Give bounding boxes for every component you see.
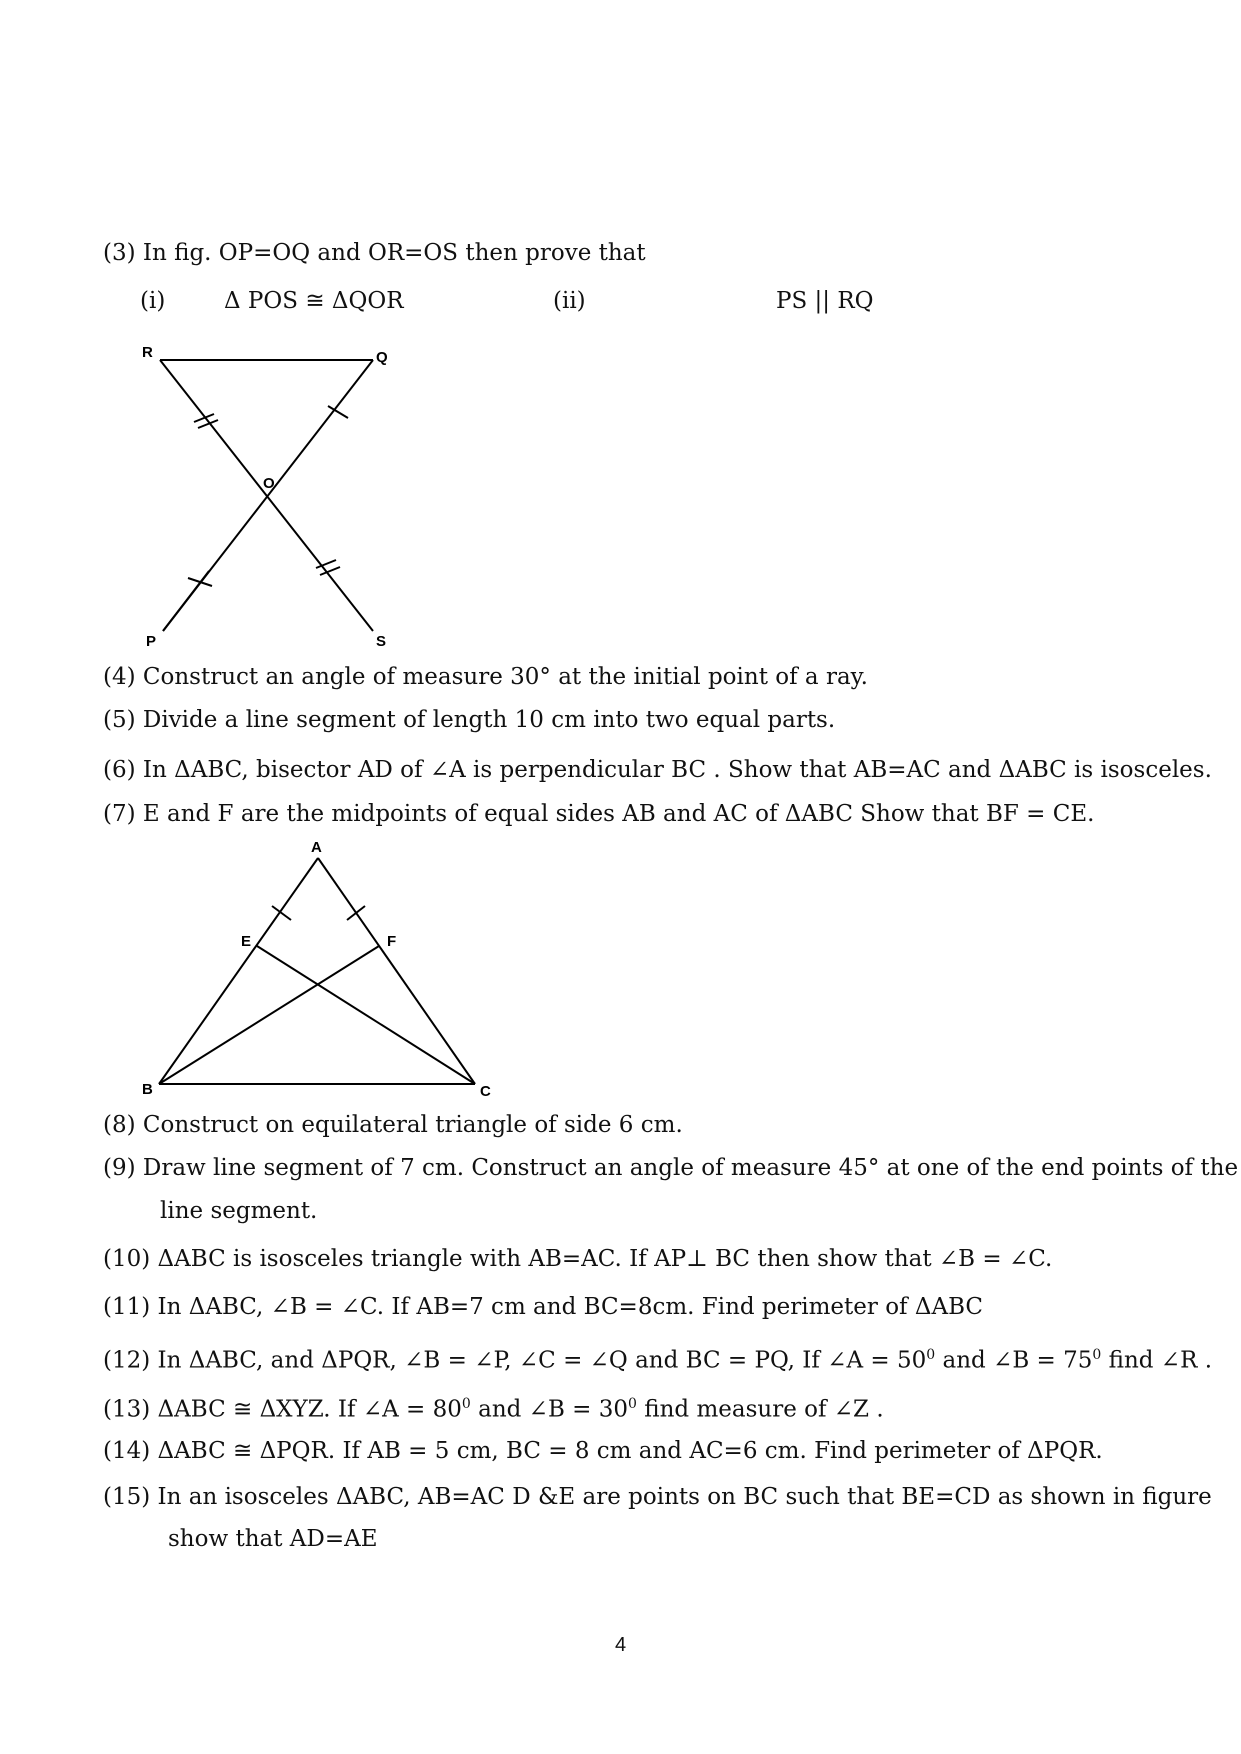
q13-sup-1: 0 [461,1396,471,1412]
label-p: P [146,633,157,650]
q3-part-i-text: Δ POS ≅ ΔQOR [224,288,404,314]
question-13 [103,1389,884,1425]
question-6: (6) In ΔABC, bisector AD of ∠A is perpendicular BC . Show that AB=AC and ΔABC is isosceles. [103,757,1212,783]
label-b: B [142,1081,153,1098]
segment-bf [159,946,379,1084]
tick-oq [328,406,348,418]
label-o: O [263,475,275,492]
q3-part-i-label: (i) [140,288,166,314]
label-s: S [376,633,387,650]
figure-q7-triangle [135,838,505,1098]
question-15-line-1: (15) In an isosceles ΔABC, AB=AC D &E are points on BC such that BE=CD as shown in figure [103,1484,1212,1510]
side-ac [318,858,475,1084]
question-14: (14) ΔABC ≅ ΔPQR. If AB = 5 cm, BC = 8 cm and AC=6 cm. Find perimeter of ΔPQR. [103,1438,1103,1464]
question-10: (10) ΔABC is isosceles triangle with AB=AC. If AP⊥ BC then show that ∠B = ∠C. [103,1246,1053,1272]
figure-q3-triangles [130,340,410,650]
q13-post: find measure of ∠Z . [636,1396,884,1423]
label-f: F [387,933,397,950]
question-11: (11) In ΔABC, ∠B = ∠C. If AB=7 cm and BC=8cm. Find perimeter of ΔABC [103,1294,984,1320]
question-5: (5) Divide a line segment of length 10 cm into two equal parts. [103,707,836,733]
q12-mid: and ∠B = 75 [935,1347,1093,1374]
q13-sup-2: 0 [628,1396,637,1412]
label-c: C [480,1083,491,1098]
tick-af [347,906,365,920]
side-ab [159,858,318,1084]
segment-ce [257,946,475,1084]
question-15-line-2: show that AD=AE [168,1526,378,1552]
q3-part-ii-text: PS || RQ [776,288,874,314]
q12-post: find ∠R . [1101,1347,1213,1374]
question-8: (8) Construct on equilateral triangle of side 6 cm. [103,1112,683,1138]
question-3-parts [0,286,1241,316]
label-e: E [241,933,252,950]
label-a: A [311,839,322,856]
q12-pre: (12) In ΔABC, and ΔPQR, ∠B = ∠P, ∠C = ∠Q and BC = PQ, If ∠A = 50 [103,1347,927,1374]
question-9-line-2: line segment. [160,1198,318,1224]
label-q: Q [376,349,388,366]
question-7: (7) E and F are the midpoints of equal sides AB and AC of ΔABC Show that BF = CE. [103,801,1095,827]
question-4: (4) Construct an angle of measure 30° at the initial point of a ray. [103,664,868,690]
q13-pre: (13) ΔABC ≅ ΔXYZ. If ∠A = 80 [103,1396,462,1423]
page-number: 4 [614,1634,627,1656]
question-3: (3) In fig. OP=OQ and OR=OS then prove that [103,240,646,266]
label-r: R [142,344,153,361]
segment-p-partial [163,571,209,631]
q13-mid: and ∠B = 30 [470,1396,629,1423]
q12-sup-1: 0 [926,1347,936,1363]
question-12 [103,1340,1212,1376]
q3-part-ii-label: (ii) [553,288,586,314]
q12-sup-2: 0 [1092,1347,1102,1363]
question-9-line-1: (9) Draw line segment of 7 cm. Construct an angle of measure 45° at one of the end points of the [103,1155,1239,1181]
